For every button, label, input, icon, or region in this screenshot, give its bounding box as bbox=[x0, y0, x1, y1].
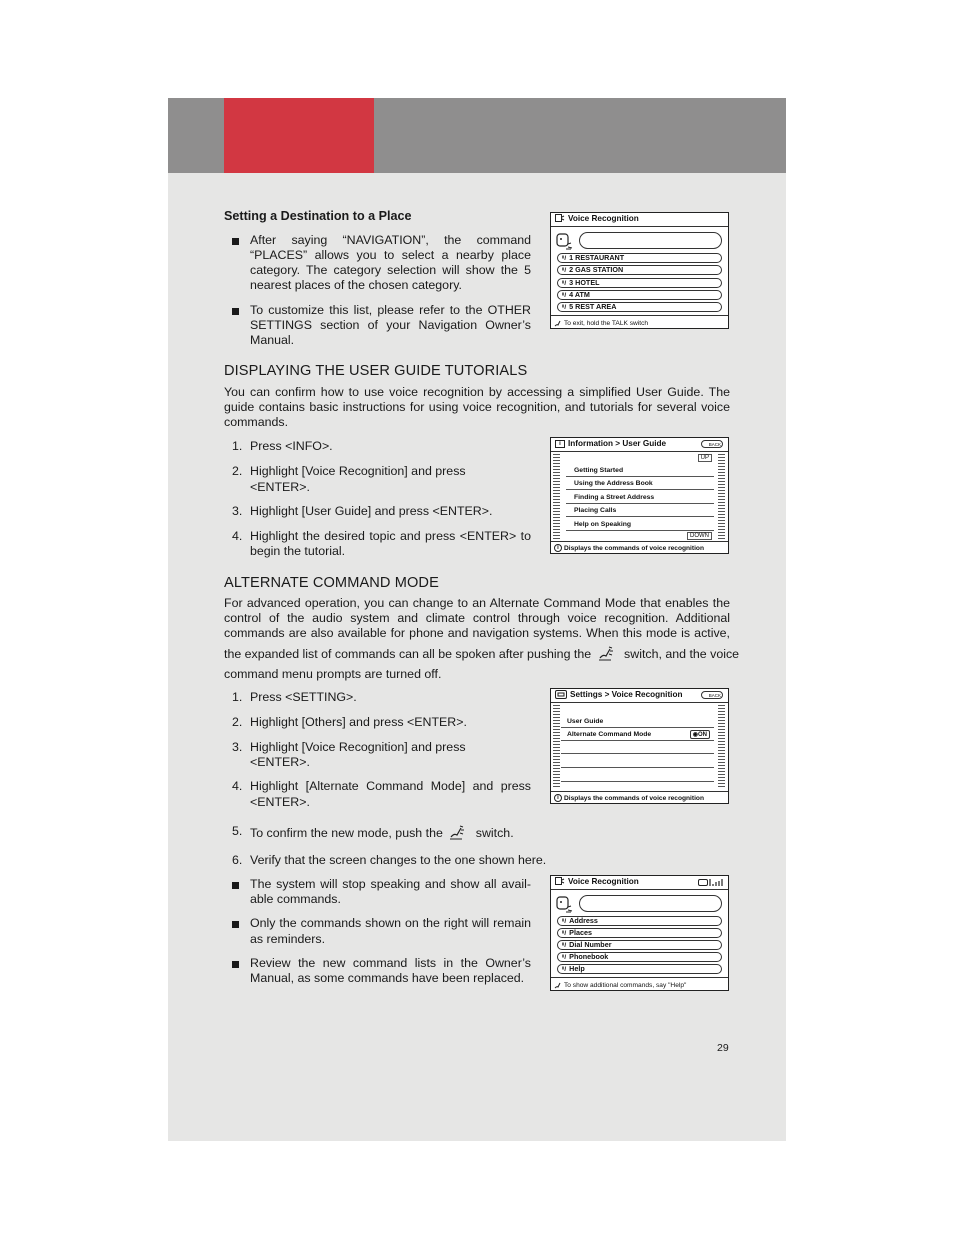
command-item[interactable] bbox=[557, 253, 722, 263]
step-number: 6. bbox=[232, 853, 243, 867]
command-label: Address bbox=[569, 916, 598, 925]
step-number: 1. bbox=[232, 690, 243, 704]
screen-title bbox=[555, 214, 639, 223]
bullet-marker bbox=[232, 238, 239, 245]
section-heading-alternate-mode: ALTERNATE COMMAND MODE bbox=[224, 575, 439, 591]
voice-item-icon: ᴵᴵ/ bbox=[562, 292, 567, 299]
screen-title bbox=[555, 877, 639, 886]
screen-title-text: Voice Recognition bbox=[568, 877, 639, 886]
section-heading-places: Setting a Destination to a Place bbox=[224, 209, 412, 223]
info-icon: i bbox=[554, 794, 562, 802]
step-number: 3. bbox=[232, 504, 243, 518]
bullet-text: Manual, as some commands have been replaced. bbox=[250, 971, 525, 985]
menu-item-empty bbox=[561, 755, 714, 768]
bullet-text: Review the new command lists in the Owner’s bbox=[250, 956, 531, 970]
menu-item-empty bbox=[561, 741, 714, 754]
intro-text-b: switch, and the voice bbox=[624, 647, 740, 661]
menu-item[interactable]: Finding a Street Address bbox=[566, 491, 714, 504]
command-item[interactable] bbox=[557, 302, 722, 312]
divider bbox=[551, 315, 728, 316]
section-heading-user-guide: DISPLAYING THE USER GUIDE TUTORIALS bbox=[224, 363, 528, 379]
speech-bubble bbox=[579, 232, 722, 249]
command-item[interactable] bbox=[557, 952, 722, 962]
speech-bubble bbox=[579, 895, 722, 912]
intro-text-a: the expanded list of commands can all be spoken after pushing the bbox=[224, 647, 592, 661]
command-item[interactable] bbox=[557, 290, 722, 300]
step-text bbox=[250, 824, 514, 841]
up-button[interactable]: UP bbox=[698, 454, 712, 462]
step-text: Press <SETTING>. bbox=[250, 690, 357, 704]
step-number: 1. bbox=[232, 439, 243, 453]
command-label: Help bbox=[569, 964, 585, 973]
screen-title-text: Information > User Guide bbox=[568, 439, 667, 448]
bullet-marker bbox=[232, 308, 239, 315]
voice-recognition-icon bbox=[556, 896, 574, 914]
bullet-marker bbox=[232, 921, 239, 928]
voice-item-icon: ᴵᴵ/ bbox=[562, 255, 567, 262]
command-label: Places bbox=[569, 928, 592, 937]
voice-item-icon: ᴵᴵ/ bbox=[562, 942, 567, 949]
command-item[interactable] bbox=[557, 278, 722, 288]
scrollbar[interactable] bbox=[718, 705, 725, 789]
command-label: 1 RESTAURANT bbox=[569, 253, 625, 262]
screen-voice-recognition-commands bbox=[550, 875, 729, 991]
command-label: Phonebook bbox=[569, 952, 609, 961]
voice-recognition-icon bbox=[555, 877, 565, 886]
menu-item[interactable]: Using the Address Book bbox=[566, 477, 714, 490]
screen-settings-voice-recognition bbox=[550, 688, 729, 804]
bullet-marker bbox=[232, 882, 239, 889]
screen-title bbox=[555, 690, 682, 699]
bullet-text: The system will stop speaking and show all avail- bbox=[250, 877, 531, 891]
step-text: Press <INFO>. bbox=[250, 439, 333, 453]
toggle-on-indicator[interactable]: ◉ON bbox=[690, 730, 710, 739]
back-icon[interactable]: BACK bbox=[701, 691, 723, 699]
scrollbar[interactable] bbox=[718, 454, 725, 539]
menu-item[interactable]: Help on Speaking bbox=[566, 518, 714, 531]
step-number: 4. bbox=[232, 779, 243, 793]
step-text: Highlight [Alternate Command Mode] and press bbox=[250, 779, 531, 793]
section-intro-line: control of the audio system and climate control through voice recognition. Additional bbox=[224, 611, 730, 625]
step-text: Highlight [User Guide] and press <ENTER>. bbox=[250, 504, 493, 518]
voice-item-icon: ᴵᴵ/ bbox=[562, 304, 567, 311]
step-text: Highlight [Others] and press <ENTER>. bbox=[250, 715, 467, 729]
section-intro-line bbox=[224, 645, 739, 662]
step-text: Highlight [Voice Recognition] and press bbox=[250, 464, 466, 478]
section-intro-line: For advanced operation, you can change to an Alternate Command Mode that enables the bbox=[224, 596, 730, 610]
bullet-text: as reminders. bbox=[250, 932, 326, 946]
bullet-text: able commands. bbox=[250, 892, 341, 906]
talk-switch-icon bbox=[554, 319, 562, 327]
step-text: Verify that the screen changes to the one shown here. bbox=[250, 853, 547, 867]
toggle-label: ON bbox=[698, 732, 707, 738]
menu-item-label: Alternate Command Mode bbox=[567, 731, 652, 738]
voice-item-icon: ᴵᴵ/ bbox=[562, 954, 567, 961]
command-item[interactable] bbox=[557, 964, 722, 974]
step-number: 2. bbox=[232, 715, 243, 729]
section-intro-line: commands are also available for phone and navigation systems. When this mode is active, bbox=[224, 626, 730, 640]
screen-footer bbox=[554, 794, 704, 802]
footer-text: To show additional commands, say "Help" bbox=[564, 981, 687, 989]
voice-recognition-icon bbox=[555, 214, 565, 223]
menu-item[interactable]: Getting Started bbox=[566, 464, 714, 477]
bullet-text: After saying “NAVIGATION”, the command “PLACES” allows you to select a nearby place category. The category selection will show the 5 nearest places of the chosen category. bbox=[250, 233, 531, 292]
bullet-marker bbox=[232, 961, 239, 968]
command-item[interactable] bbox=[557, 265, 722, 275]
screen-footer bbox=[554, 544, 704, 552]
voice-item-icon: ᴵᴵ/ bbox=[562, 930, 567, 937]
screen-title-text: Voice Recognition bbox=[568, 214, 639, 223]
step-text: Highlight [Voice Recognition] and press bbox=[250, 740, 466, 754]
phone-signal-icon bbox=[698, 878, 724, 887]
talk-switch-icon bbox=[448, 824, 466, 840]
info-icon: i bbox=[554, 544, 562, 552]
command-label: 5 REST AREA bbox=[569, 302, 617, 311]
divider bbox=[551, 977, 728, 978]
menu-item[interactable]: User Guide bbox=[561, 715, 714, 728]
divider bbox=[551, 702, 728, 703]
bullet-text: Only the commands shown on the right will remain bbox=[250, 916, 531, 930]
screen-user-guide bbox=[550, 437, 729, 554]
command-item[interactable] bbox=[557, 916, 722, 926]
divider bbox=[551, 451, 728, 452]
voice-recognition-icon bbox=[556, 233, 574, 251]
section-intro-line: command menu prompts are turned off. bbox=[224, 667, 442, 681]
screen-title-text: Settings > Voice Recognition bbox=[570, 690, 683, 699]
footer-text: Displays the commands of voice recognition bbox=[564, 544, 704, 552]
step5-text-b: switch. bbox=[475, 826, 514, 840]
divider bbox=[551, 791, 728, 792]
settings-icon bbox=[555, 690, 567, 699]
screen-voice-recognition-places bbox=[550, 212, 729, 329]
footer-text: Displays the commands of voice recognition bbox=[564, 794, 704, 802]
screen-footer bbox=[554, 981, 686, 989]
step5-text-a: To confirm the new mode, push the bbox=[250, 826, 443, 840]
command-label: 3 HOTEL bbox=[569, 278, 600, 287]
command-label: 2 GAS STATION bbox=[569, 265, 624, 274]
step-text: <ENTER>. bbox=[250, 480, 310, 494]
step-number: 2. bbox=[232, 464, 243, 478]
step-number: 4. bbox=[232, 529, 243, 543]
step-number: 5. bbox=[232, 824, 243, 838]
command-item[interactable] bbox=[557, 940, 722, 950]
back-icon[interactable]: BACK bbox=[701, 440, 723, 448]
menu-item-empty bbox=[561, 769, 714, 782]
header-red-tab bbox=[224, 98, 374, 173]
info-icon: i bbox=[555, 440, 565, 448]
down-button[interactable]: DOWN bbox=[687, 532, 712, 540]
page-number: 29 bbox=[717, 1042, 729, 1054]
section-intro: You can confirm how to use voice recognition by accessing a simplified User Guide. The guide contains basic instructions for using voice recognition, and tutorials for several voice commands. bbox=[224, 385, 730, 429]
command-item[interactable] bbox=[557, 928, 722, 938]
step-number: 3. bbox=[232, 740, 243, 754]
menu-item[interactable]: Placing Calls bbox=[566, 504, 714, 517]
divider bbox=[551, 226, 728, 227]
command-label: Dial Number bbox=[569, 940, 612, 949]
divider bbox=[551, 541, 728, 542]
talk-switch-icon bbox=[597, 645, 615, 661]
voice-item-icon: ᴵᴵ/ bbox=[562, 267, 567, 274]
voice-item-icon: ᴵᴵ/ bbox=[562, 918, 567, 925]
step-text: <ENTER>. bbox=[250, 755, 310, 769]
screen-footer bbox=[554, 319, 648, 327]
voice-item-icon: ᴵᴵ/ bbox=[562, 280, 567, 287]
voice-item-icon: ᴵᴵ/ bbox=[562, 966, 567, 973]
step-text: begin the tutorial. bbox=[250, 544, 346, 558]
bullet-text: To customize this list, please refer to the OTHER SETTINGS section of your Navigation Owner’s Manual. bbox=[250, 303, 531, 347]
divider bbox=[551, 889, 728, 890]
scrollbar[interactable] bbox=[553, 705, 560, 789]
menu-item-alternate-command-mode[interactable] bbox=[561, 728, 714, 741]
command-label: 4 ATM bbox=[569, 290, 590, 299]
screen-title bbox=[555, 439, 666, 448]
talk-switch-icon bbox=[554, 981, 562, 989]
step-text: Highlight the desired topic and press <ENTER> to bbox=[250, 529, 531, 543]
scrollbar[interactable] bbox=[553, 454, 560, 539]
step-text: <ENTER>. bbox=[250, 795, 310, 809]
footer-text: To exit, hold the TALK switch bbox=[564, 319, 649, 327]
